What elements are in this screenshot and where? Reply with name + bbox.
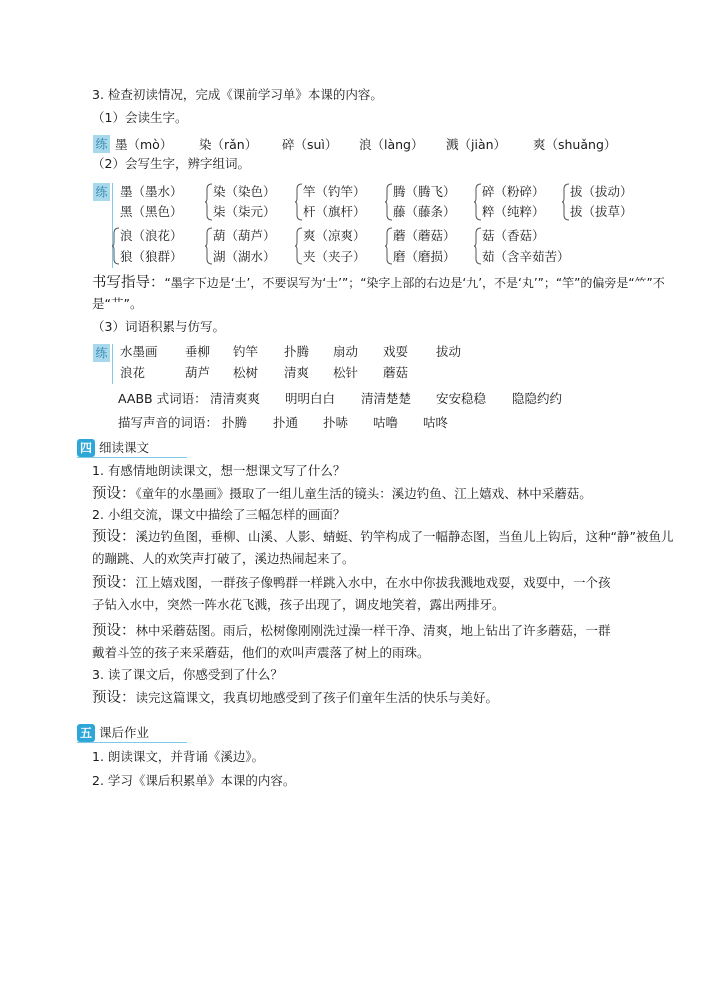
brace-icon bbox=[205, 183, 213, 221]
s3-1: （1）会读生字。 bbox=[92, 110, 188, 125]
lian-badge-2: 练 bbox=[93, 183, 110, 201]
block-divider bbox=[112, 344, 113, 384]
pair-1-0-a: 墨（墨水） bbox=[120, 184, 183, 199]
s3-title: 3. 检查初读情况，完成《课前学习单》本课的内容。 bbox=[92, 87, 383, 102]
section-5-title: 课后作业 bbox=[99, 725, 150, 740]
section-4-badge: 四 bbox=[77, 439, 95, 457]
answer-4-line2: 戴着斗笠的孩子来采蘑菇，他们的欢叫声震落了树上的雨珠。 bbox=[92, 645, 430, 660]
pair-1-2-a: 竿（钓竿） bbox=[303, 184, 366, 199]
word-1-2: 钓竿 bbox=[233, 344, 259, 359]
aabb-word-4: 隐隐约约 bbox=[512, 391, 563, 406]
word-2-4: 松针 bbox=[333, 365, 359, 380]
sound-word-4: 咕咚 bbox=[423, 415, 449, 430]
pair-2-0-a: 浪（浪花） bbox=[120, 228, 183, 243]
word-1-4: 扇动 bbox=[333, 344, 359, 359]
pair-2-4-a: 菇（香菇） bbox=[482, 228, 545, 243]
aabb-word-2: 清清楚楚 bbox=[361, 391, 412, 406]
preset-label: 预设： bbox=[92, 486, 136, 502]
pair-1-4-a: 碎（粉碎） bbox=[482, 184, 545, 199]
word-1-1: 垂柳 bbox=[185, 344, 211, 359]
word-2-5: 蘑菇 bbox=[383, 365, 409, 380]
answer-2-text: 溪边钓鱼图，垂柳、山溪、人影、蜻蜓、钓竿构成了一幅静态图，当鱼儿上钩后，这种“静”被鱼儿 bbox=[135, 529, 674, 544]
pinyin-5: 爽（shuǎng） bbox=[533, 137, 617, 152]
pair-1-3-a: 腾（腾飞） bbox=[393, 184, 456, 199]
pair-2-1-b: 湖（湖水） bbox=[213, 249, 276, 264]
preset-label: 预设： bbox=[92, 529, 136, 545]
pair-2-3-b: 磨（磨损） bbox=[393, 249, 456, 264]
answer-4-text: 林中采蘑菇图。雨后，松树像刚刚洗过澡一样干净、清爽，地上钻出了许多蘑菇，一群 bbox=[135, 623, 611, 638]
brace-icon bbox=[385, 227, 393, 265]
word-2-2: 松树 bbox=[233, 365, 259, 380]
brace-icon bbox=[474, 227, 482, 265]
pair-2-1-a: 葫（葫芦） bbox=[213, 228, 276, 243]
q2: 2. 小组交流，课文中描绘了三幅怎样的画面？ bbox=[92, 507, 346, 522]
pair-1-1-a: 染（染色） bbox=[213, 184, 276, 199]
pair-2-4-b: 茹（含辛茹苦） bbox=[482, 249, 570, 264]
answer-3-line2: 子钻入水中，突然一阵水花飞溅，孩子出现了，调皮地笑着，露出两排牙。 bbox=[92, 597, 505, 612]
brace-icon bbox=[562, 183, 570, 221]
sound-word-2: 扑哧 bbox=[323, 415, 349, 430]
preset-label: 预设： bbox=[92, 690, 136, 706]
section-4-title: 细读课文 bbox=[99, 440, 150, 455]
s3-2: （2）会写生字，辨字组词。 bbox=[92, 156, 250, 171]
answer-5 bbox=[92, 689, 498, 707]
word-2-1: 葫芦 bbox=[185, 365, 211, 380]
pair-1-3-b: 藤（藤条） bbox=[393, 204, 456, 219]
answer-3 bbox=[92, 574, 611, 592]
preset-label: 预设： bbox=[92, 623, 136, 639]
section-5-badge: 五 bbox=[77, 724, 95, 742]
writing-guide bbox=[92, 274, 665, 292]
brace-icon bbox=[295, 183, 303, 221]
brace-icon bbox=[112, 227, 120, 265]
hw2: 2. 学习《课后积累单》本课的内容。 bbox=[92, 773, 296, 788]
brace-icon bbox=[474, 183, 482, 221]
hw1: 1. 朗读课文，并背诵《溪边》。 bbox=[92, 749, 265, 764]
pinyin-3: 浪（làng） bbox=[359, 137, 424, 152]
sound-word-1: 扑通 bbox=[273, 415, 299, 430]
answer-3-text: 江上嬉戏图，一群孩子像鸭群一样跳入水中，在水中你拔我溅地戏耍，戏耍中，一个孩 bbox=[135, 575, 611, 590]
answer-2-line2: 的蹦跳、人的欢笑声打破了，溪边热闹起来了。 bbox=[92, 551, 355, 566]
pair-2-3-a: 蘑（蘑菇） bbox=[393, 228, 456, 243]
section-4-underline bbox=[77, 457, 187, 458]
word-1-0: 水墨画 bbox=[120, 344, 158, 359]
aabb-word-1: 明明白白 bbox=[285, 391, 336, 406]
pair-1-0-b: 黑（黑色） bbox=[120, 204, 183, 219]
sound-word-3: 咕噜 bbox=[373, 415, 399, 430]
pair-1-1-b: 柒（柒元） bbox=[213, 204, 276, 219]
answer-1 bbox=[92, 485, 592, 503]
pair-1-5-b: 拔（拔草） bbox=[570, 204, 633, 219]
answer-1-text: 《童年的水墨画》摄取了一组儿童生活的镜头：溪边钓鱼、江上嬉戏、林中采蘑菇。 bbox=[135, 486, 592, 501]
sound-word-0: 扑腾 bbox=[222, 415, 248, 430]
aabb-word-0: 清清爽爽 bbox=[210, 391, 261, 406]
pair-2-0-b: 狼（狼群） bbox=[120, 249, 183, 264]
word-2-0: 浪花 bbox=[120, 365, 146, 380]
brace-icon bbox=[295, 227, 303, 265]
s3-3: （3）词语积累与仿写。 bbox=[92, 319, 225, 334]
word-1-6: 拔动 bbox=[436, 344, 462, 359]
pinyin-2: 碎（suì） bbox=[282, 137, 338, 152]
answer-2 bbox=[92, 528, 673, 546]
brace-icon bbox=[385, 183, 393, 221]
word-2-3: 清爽 bbox=[284, 365, 310, 380]
preset-label: 预设： bbox=[92, 575, 136, 591]
pair-2-2-a: 爽（凉爽） bbox=[303, 228, 366, 243]
pinyin-1: 染（rǎn） bbox=[199, 137, 258, 152]
lian-badge: 练 bbox=[93, 135, 110, 153]
brace-icon bbox=[205, 227, 213, 265]
aabb-word-3: 安安稳稳 bbox=[436, 391, 487, 406]
pair-1-4-b: 粹（纯粹） bbox=[482, 204, 545, 219]
writing-guide-text: “墨字下边是‘土’，不要误写为‘士’”；“染字上部的右边是‘九’，不是‘丸’”；“竿”的偏旁是“⺮”不 bbox=[164, 276, 665, 290]
answer-5-text: 读完这篇课文，我真切地感受到了孩子们童年生活的快乐与美好。 bbox=[135, 690, 499, 705]
word-1-5: 戏耍 bbox=[383, 344, 409, 359]
section-5-underline bbox=[77, 742, 187, 743]
pinyin-4: 溅（jiàn） bbox=[446, 137, 507, 152]
word-1-3: 扑腾 bbox=[284, 344, 310, 359]
sound-label: 描写声音的词语： bbox=[118, 415, 219, 430]
pinyin-0: 墨（mò） bbox=[115, 137, 173, 152]
q1: 1. 有感情地朗读课文，想一想课文写了什么？ bbox=[92, 463, 346, 478]
lian-badge-3: 练 bbox=[93, 344, 110, 362]
writing-guide-text2: 是“艹”。 bbox=[92, 296, 143, 311]
aabb-label: AABB 式词语： bbox=[118, 391, 207, 406]
pair-2-2-b: 夹（夹子） bbox=[303, 249, 366, 264]
pair-1-2-b: 杆（旗杆） bbox=[303, 204, 366, 219]
writing-guide-label: 书写指导： bbox=[92, 275, 165, 291]
q3: 3. 读了课文后，你感受到了什么？ bbox=[92, 667, 283, 682]
pair-1-5-a: 拔（拔动） bbox=[570, 184, 633, 199]
answer-4 bbox=[92, 622, 611, 640]
